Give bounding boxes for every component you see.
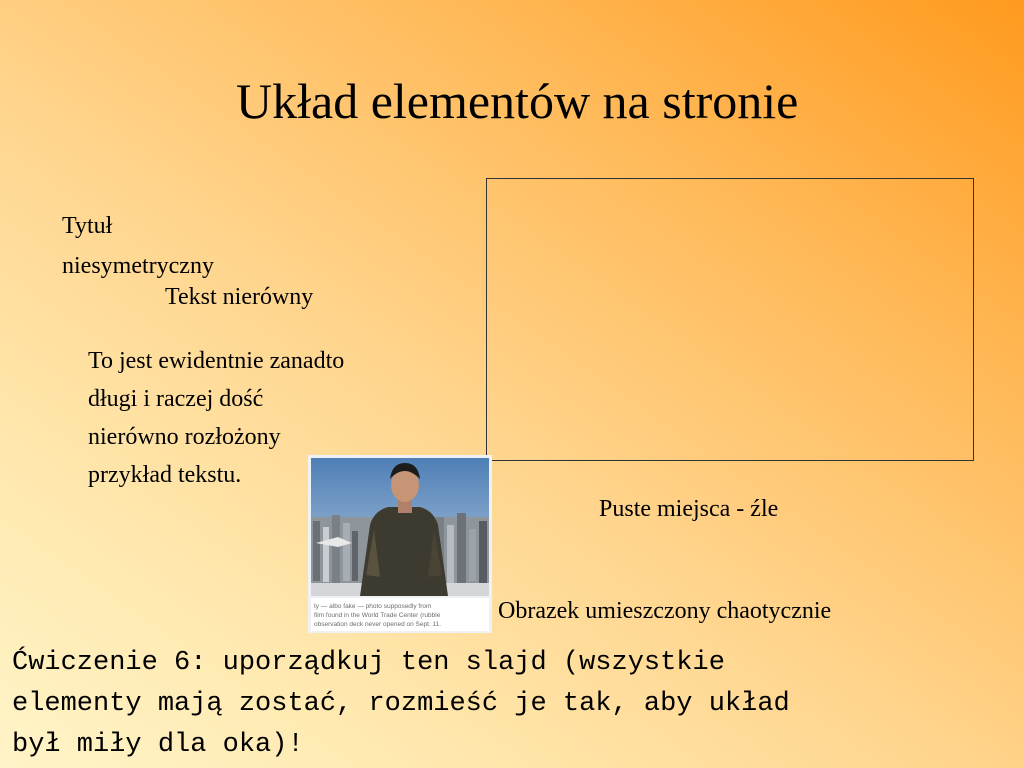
image-caption: Obrazek umieszczony chaotycznie bbox=[498, 598, 832, 624]
exercise-line: elementy mają zostać, rozmieść je tak, aby układ bbox=[12, 689, 790, 719]
subtitle-line: Tytuł bbox=[62, 213, 113, 239]
paragraph-line: To jest ewidentnie zanadto bbox=[88, 348, 345, 374]
photo-caption-line: film found in the World Trade Center (rubble bbox=[314, 612, 441, 619]
paragraph-line: nierówno rozłożony bbox=[88, 424, 281, 450]
empty-space-caption: Puste miejsca - źle bbox=[599, 496, 779, 522]
subtitle-line: niesymetryczny bbox=[62, 253, 214, 279]
asymmetric-subtitle bbox=[62, 206, 214, 286]
photo bbox=[308, 455, 492, 633]
paragraph-line: przykład tekstu. bbox=[88, 462, 242, 488]
uneven-text: Tekst nierówny bbox=[165, 284, 314, 310]
exercise-line: był miły dla oka)! bbox=[12, 730, 304, 760]
empty-frame bbox=[486, 178, 974, 461]
paragraph-text bbox=[88, 342, 344, 494]
photo-caption-line: ty — albo fake — photo supposedly from bbox=[314, 603, 432, 610]
exercise-line: Ćwiczenie 6: uporządkuj ten slajd (wszystkie bbox=[12, 648, 725, 678]
exercise-instruction bbox=[12, 643, 1017, 766]
photo-caption-line: observation deck never opened on Sept. 11. bbox=[314, 621, 442, 628]
paragraph-line: długi i raczej dość bbox=[88, 386, 264, 412]
slide-title: Układ elementów na stronie bbox=[236, 73, 799, 129]
photo-image bbox=[308, 455, 492, 633]
